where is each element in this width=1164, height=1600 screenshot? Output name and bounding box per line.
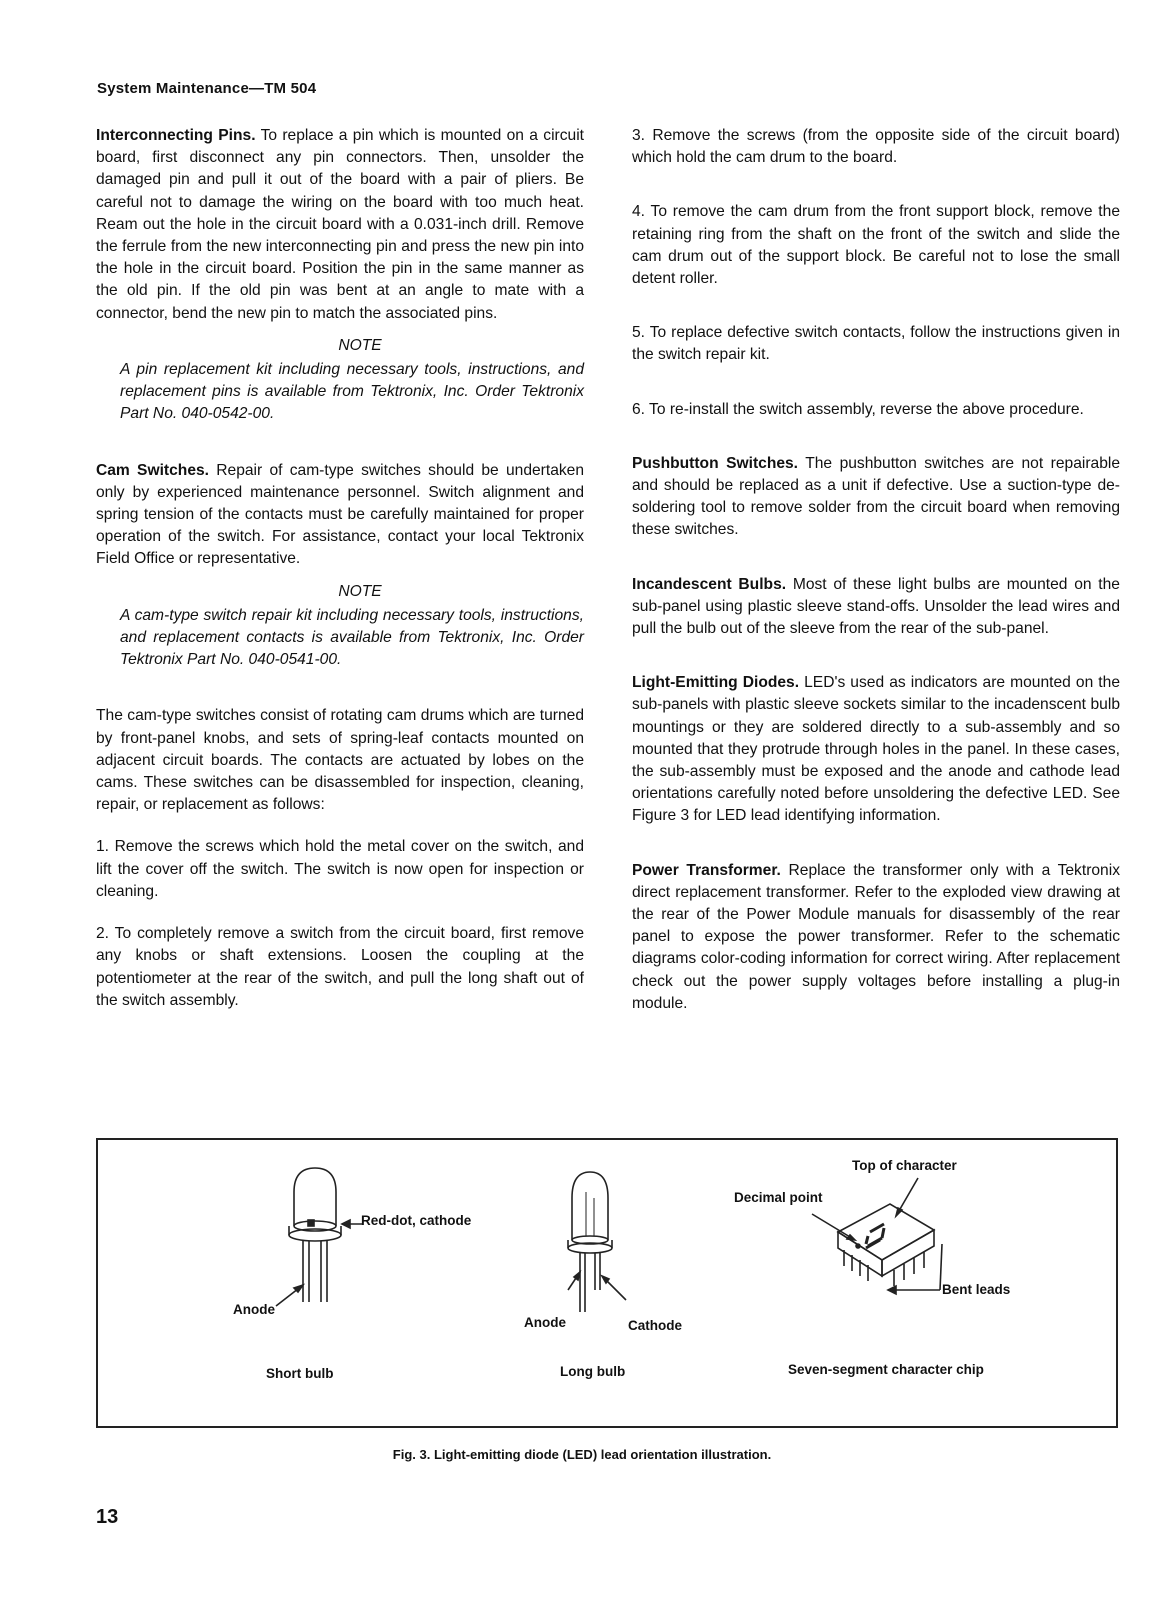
led-heading: Light-Emitting Diodes. (632, 674, 800, 692)
cam-switches-text: Repair of cam-type switches should be undertaken only by experienced maintenance personnel. Switch alignment and spring tension of the contacts must be carefully maintained for proper operation of the switch. For assistance, contact your local Tektronix Field Office or representative. (96, 461, 585, 568)
bent-leads-label: Bent leads (942, 1282, 1011, 1297)
red-dot-cathode-label: Red-dot, cathode (361, 1213, 472, 1228)
step-5: 5. To replace defective switch contacts, follow the instructions given in the switch repair kit. (632, 324, 1120, 364)
decimal-point-label: Decimal point (734, 1190, 823, 1205)
note-title: NOTE (338, 336, 382, 354)
pushbutton-switches-text: The pushbutton switches are not repairable and should be replaced as a unit if defective. Use a suction-type de-soldering tool to remove solder from the circuit board when removing these switches. (632, 454, 1120, 539)
seven-segment-chip-label: Seven-segment character chip (788, 1362, 984, 1377)
left-column (96, 125, 584, 1032)
short-bulb-drawing (276, 1168, 362, 1306)
note-title: NOTE (338, 582, 382, 600)
incandescent-bulbs-paragraph (632, 574, 1120, 641)
cam-switches-heading: Cam Switches. (96, 461, 209, 479)
pushbutton-switches-paragraph (632, 453, 1120, 542)
power-transformer-heading: Power Transformer. (632, 861, 781, 879)
step-3: 3. Remove the screws (from the opposite side of the circuit board) which hold the cam drum to the board. (632, 127, 1120, 167)
figure-caption: Fig. 3. Light-emitting diode (LED) lead orientation illustration. (392, 1447, 772, 1462)
power-transformer-text: Replace the transformer only with a Tektronix direct replacement transformer. Refer to the exploded view drawing at the rear of the Power Module manuals for disassembly of the rear panel to expose the power transformer. Refer to the schematic diagrams color-coding information for correct wiring. After replacement check out the power supply voltages before installing a plug-in module. (632, 861, 1120, 1012)
short-bulb-anode-label: Anode (233, 1302, 275, 1317)
cam-description-paragraph: The cam-type switches consist of rotating cam drums which are turned by front-panel knobs, and sets of spring-leaf contacts mounted on adjacent circuit boards. The contacts are actuated by lobes on the cams. These switches can be disassembled for inspection, cleaning, repair, or replacement as follows: (96, 707, 584, 814)
step-6: 6. To re-install the switch assembly, reverse the above procedure. (632, 400, 1084, 418)
long-bulb-cathode-label: Cathode (628, 1318, 682, 1333)
interconnecting-pins-heading: Interconnecting Pins. (96, 127, 256, 144)
step-1: 1. Remove the screws which hold the metal cover on the switch, and lift the cover off the switch. The switch is now open for inspection or cleaning. (96, 838, 584, 900)
figure-3 (96, 1138, 1118, 1428)
led-paragraph (632, 672, 1120, 827)
step-4: 4. To remove the cam drum from the front support block, remove the retaining ring from the shaft on the front of the switch and slide the cam drum out of the support block. Be careful not to lose the small detent roller. (632, 203, 1120, 288)
long-bulb-anode-label: Anode (524, 1315, 566, 1330)
seven-segment-chip-drawing (812, 1178, 942, 1294)
pushbutton-switches-heading: Pushbutton Switches. (632, 454, 799, 472)
led-text: LED's used as indicators are mounted on the sub-panels with plastic sleeve sockets similar to the incadenscent bulb mountings or they are soldered directly to a sub-assembly and so mounted that they protrude through holes in the panel. In these cases, the sub-assembly must be exposed and the anode and cathode lead orientations carefully noted before unsoldering the defective LED. See Figure 3 for LED lead identifying information. (632, 674, 1120, 825)
top-of-character-label: Top of character (852, 1158, 957, 1173)
power-transformer-paragraph (632, 860, 1120, 1015)
running-head: System Maintenance—TM 504 (97, 80, 317, 97)
right-column (632, 125, 1120, 1035)
short-bulb-label: Short bulb (266, 1366, 334, 1381)
long-bulb-label: Long bulb (560, 1364, 626, 1379)
note-pin-kit: A pin replacement kit including necessary tools, instructions, and replacement pins is available from Tektronix, Inc. Order Tektronix Part No. 040-0542-00. (120, 361, 584, 423)
note-cam-kit: A cam-type switch repair kit including necessary tools, instructions, and replacement contacts is available from Tektronix, Inc. Order Tektronix Part No. 040-0541-00. (120, 606, 584, 669)
incandescent-bulbs-text: Most of these light bulbs are mounted on the sub-panel using plastic sleeve stand-offs. Unsolder the lead wires and pull the bulb out of the sleeve from the rear of the sub-panel. (632, 575, 1120, 638)
interconnecting-pins-paragraph (96, 125, 584, 325)
interconnecting-pins-text: To replace a pin which is mounted on a circuit board, first disconnect any pin connectors. Then, unsolder the damaged pin and pull it out of the board with a pair of pliers. Be careful not to damage the wiring on the board with too much heat. Ream out the hole in the circuit board with a 0.031-inch drill. Remove the ferrule from the new interconnecting pin and press the new pin into the hole in the circuit board. Position the pin in the same manner as the old pin. If the old pin was bent at an angle to mate with a connector, bend the new pin to match the associated pins. (96, 127, 584, 322)
incandescent-bulbs-heading: Incandescent Bulbs. (632, 575, 787, 593)
page-number: 13 (96, 1506, 119, 1528)
cam-switches-paragraph (96, 460, 584, 571)
long-bulb-drawing (568, 1172, 626, 1312)
step-2: 2. To completely remove a switch from the circuit board, first remove any knobs or shaft extensions. Loosen the coupling at the potentiometer at the rear of the switch, and pull the long shaft out of the switch assembly. (96, 925, 584, 1009)
